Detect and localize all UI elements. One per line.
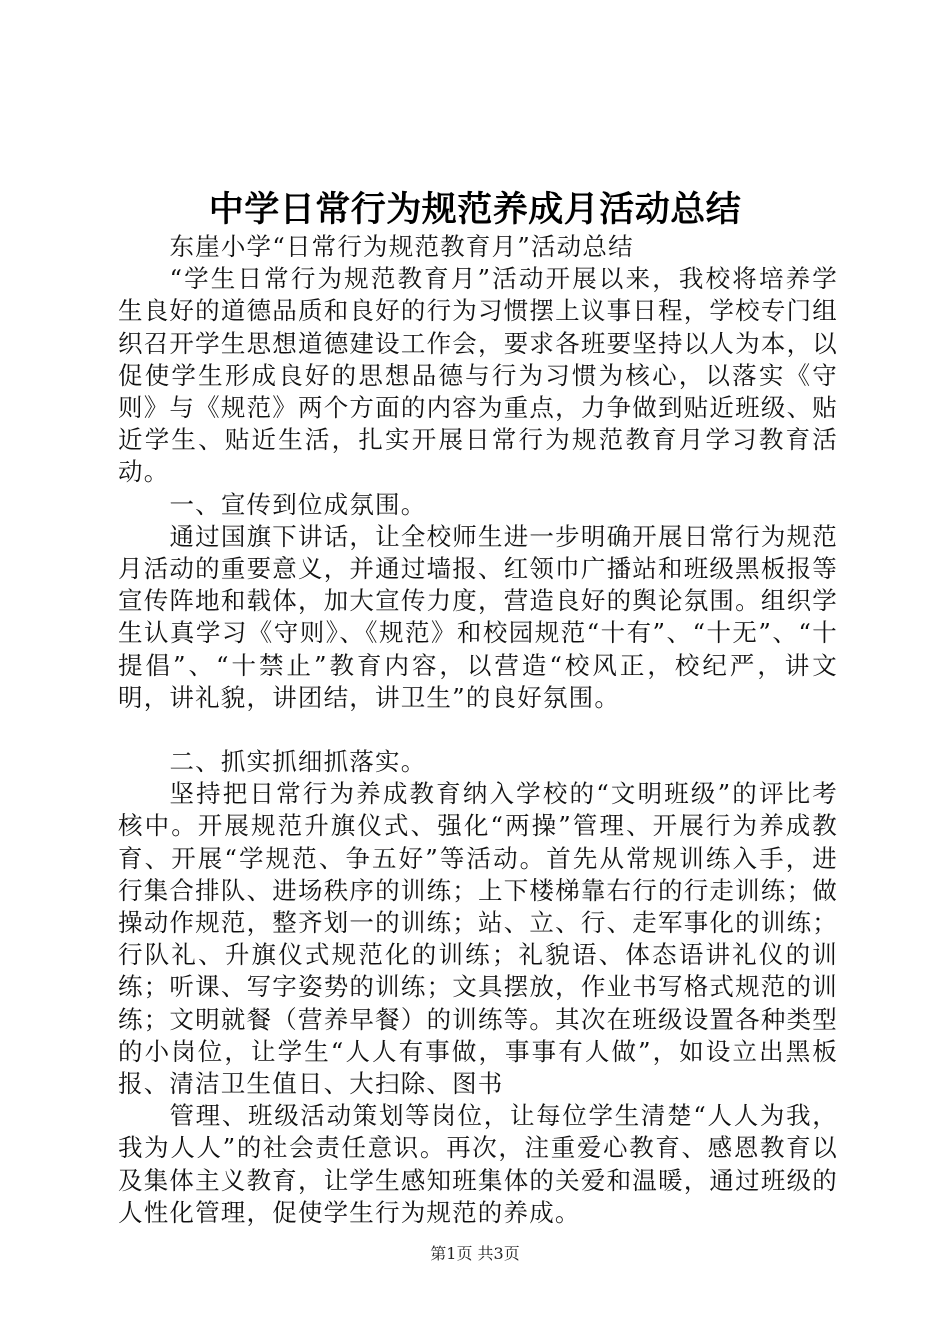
section-2-continuation-paragraph: 管理、班级活动策划等岗位，让每位学生清楚“人人为我，我为人人”的社会责任意识。再次，注重爱心教育、感恩教育以及集体主义教育，让学生感知班集体的关爱和温暖，通过班级的人性化管理，促使学生行为规范的养成。: [118, 1101, 838, 1227]
intro-paragraph: “学生日常行为规范教育月”活动开展以来，我校将培养学生良好的道德品质和良好的行为习惯摆上议事日程，学校专门组织召开学生思想道德建设工作会，要求各班要坚持以人为本，以促使学生形成良好的思想品德与行为习惯为核心，以落实《守则》与《规范》两个方面的内容为重点，力争做到贴近班级、贴近学生、贴近生活，扎实开展日常行为规范教育月学习教育活动。: [118, 264, 838, 487]
subtitle-paragraph: 东崖小学“日常行为规范教育月”活动总结: [169, 232, 634, 261]
document-body: [118, 231, 838, 1229]
document-title: 中学日常行为规范养成月活动总结: [208, 190, 742, 230]
section-heading-1: 一、宣传到位成氛围。: [169, 489, 427, 519]
section-1-paragraph: 通过国旗下讲话，让全校师生进一步明确开展日常行为规范月活动的重要意义，并通过墙报、红领巾广播站和班级黑板报等宣传阵地和载体，加大宣传力度，营造良好的舆论氛围。组织学生认真学习《守则》、《规范》和校园规范“十有”、“十无”、“十提倡”、“十禁止”教育内容，以营造“校风正，校纪严，讲文明，讲礼貌，讲团结，讲卫生”的良好氛围。: [118, 521, 838, 712]
section-heading-2: 二、抓实抓细抓落实。: [169, 747, 427, 777]
section-2-paragraph: 坚持把日常行为养成教育纳入学校的“文明班级”的评比考核中。开展规范升旗仪式、强化“两操”管理、开展行为养成教育、开展“学规范、争五好”等活动。首先从常规训练入手，进行集合排队、进场秩序的训练；上下楼梯靠右行的行走训练；做操动作规范，整齐划一的训练；站、立、行、走军事化的训练；行队礼、升旗仪式规范化的训练；礼貌语、体态语讲礼仪的训练；听课、写字姿势的训练；文具摆放，作业书写格式规范的训练；文明就餐（营养早餐）的训练等。其次在班级设置各种类型的小岗位，让学生“人人有事做，事事有人做”，如设立出黑板报、清洁卫生值日、大扫除、图书: [118, 779, 838, 1099]
page-number-footer: 第1页 共3页: [430, 1244, 520, 1263]
